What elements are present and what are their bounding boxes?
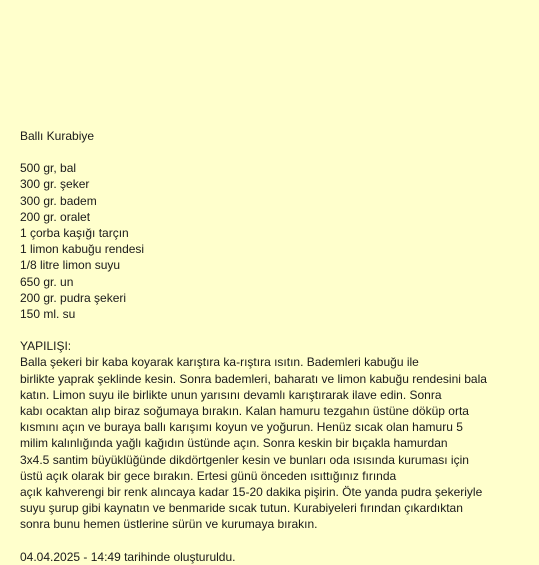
instructions-line: sonra bunu hemen üstlerine sürün ve kurumaya bırakın. — [20, 517, 318, 532]
ingredient-item: 1 limon kabuğu rendesi — [20, 242, 145, 257]
ingredient-item: 1/8 litre limon suyu — [20, 258, 121, 273]
instructions-line: birlikte yaprak şeklinde kesin. Sonra bademleri, baharatı ve limon kabuğu rendesini bala — [20, 371, 487, 386]
ingredient-item: 200 gr. pudra şekeri — [20, 290, 127, 305]
instructions-line: kabı ocaktan alıp biraz soğumaya bırakın. Kalan hamuru tezgahın üstüne döküp orta — [20, 404, 469, 419]
instructions-line: üstü açık olarak bir gece bırakın. Ertesi günü önceden ısıttığınız fırında — [20, 468, 397, 483]
ingredient-item: 500 gr, bal — [20, 161, 77, 176]
instructions-section — [20, 338, 525, 532]
ingredient-item: 300 gr. şeker — [20, 177, 90, 192]
instructions-line: açık kahverengi bir renk alıncaya kadar 15-20 dakika pişirin. Öte yanda pudra şekeriyle — [20, 485, 483, 500]
instructions-heading: YAPILIŞI: — [20, 339, 72, 354]
ingredients-list — [20, 160, 525, 322]
instructions-line: kısmını açın ve buraya ballı karışımı koyun ve yoğurun. Henüz sıcak olan hamuru 5 — [20, 420, 463, 435]
instructions-line: katın. Limon suyu ile birlikte unun yarısını devamlı karıştırarak ilave edin. Sonra — [20, 387, 442, 402]
ingredient-item: 1 çorba kaşığı tarçın — [20, 226, 129, 241]
instructions-line: suyu şurup gibi kaynatın ve benmaride sıcak tutun. Kurabiyeleri fırından çıkardıktan — [20, 501, 463, 516]
ingredient-item: 300 gr. badem — [20, 193, 97, 208]
ingredient-item: 150 ml. su — [20, 307, 76, 322]
instructions-line: milim kalınlığında yağlı kağıdın üstünde açın. Sonra keskin bir bıçakla hamurdan — [20, 436, 448, 451]
ingredient-item: 650 gr. un — [20, 274, 74, 289]
created-timestamp: 04.04.2025 - 14:49 tarihinde oluşturuldu. — [20, 549, 236, 564]
instructions-line: Balla şekeri bir kaba koyarak karıştıra ka-rıştıra ısıtın. Bademleri kabuğu ile — [20, 355, 419, 370]
ingredient-item: 200 gr. oralet — [20, 209, 91, 224]
recipe-document — [20, 128, 525, 565]
instructions-line: 3x4.5 santim büyüklüğünde dikdörtgenler kesin ve bunları oda ısısında kuruması için — [20, 452, 469, 467]
recipe-title: Ballı Kurabiye — [20, 129, 95, 143]
